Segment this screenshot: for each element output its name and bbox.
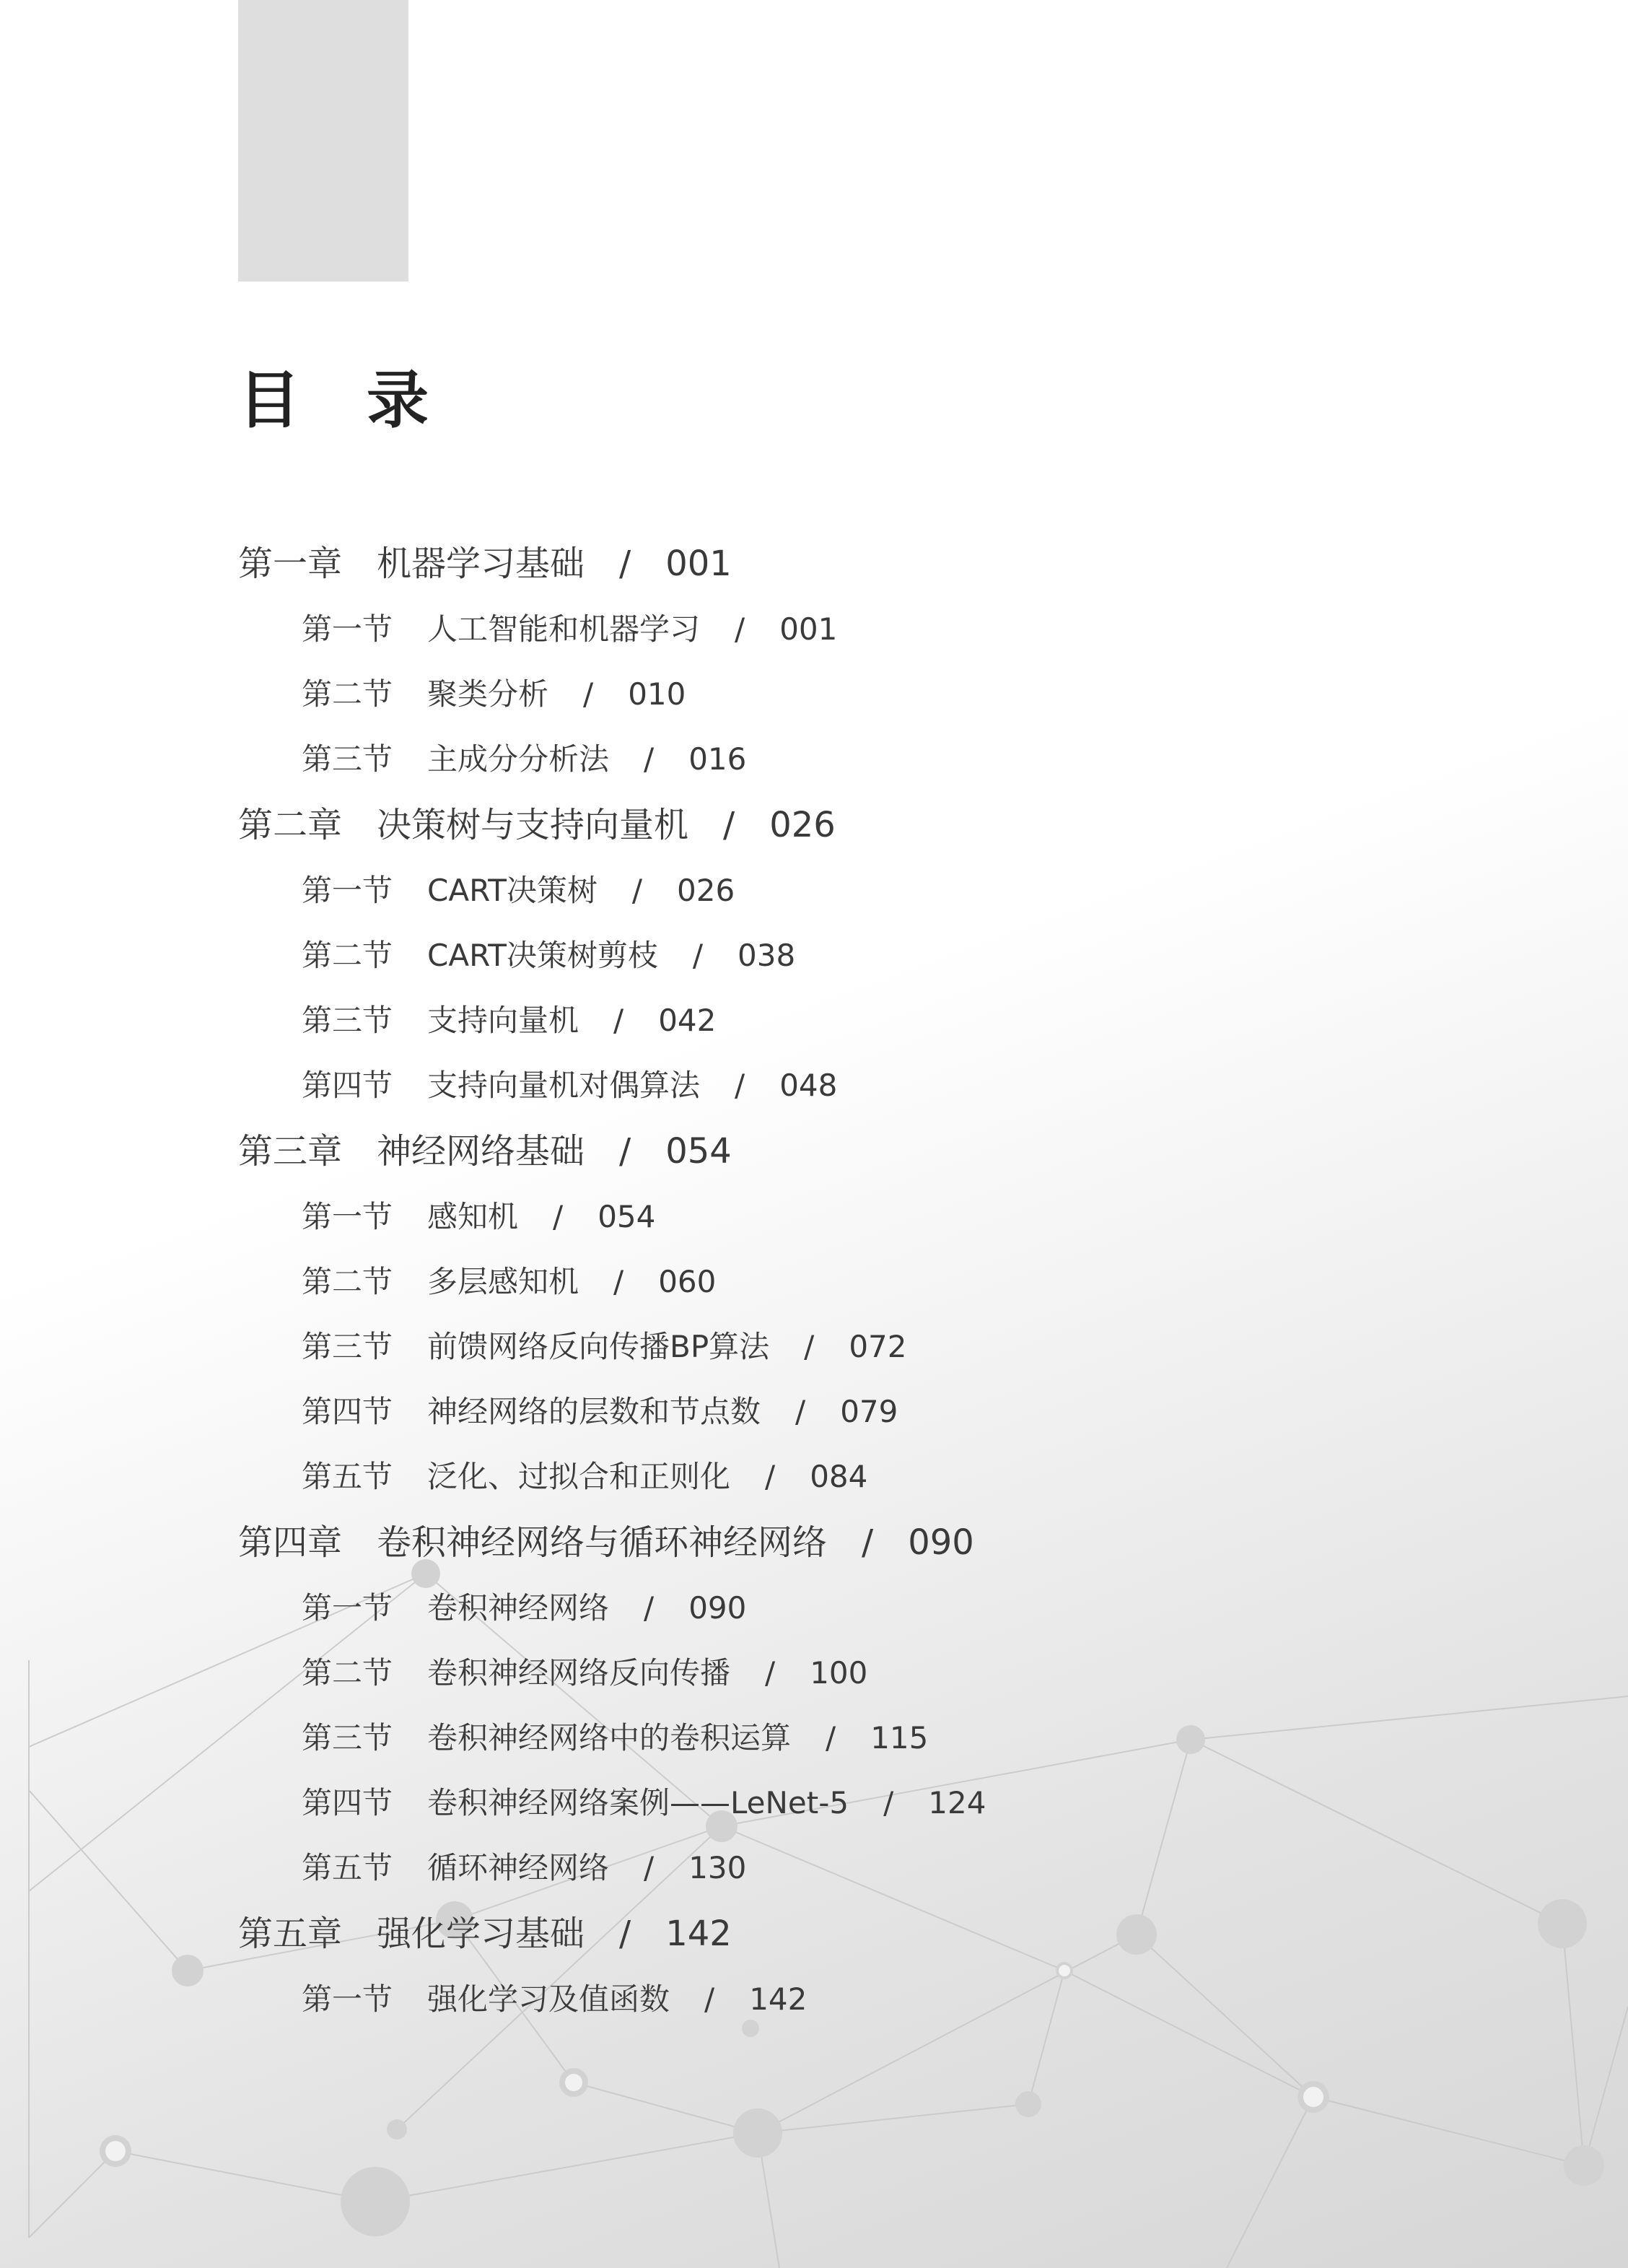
toc-entry-page-number: 124 xyxy=(928,1785,986,1820)
toc-entry-title: 神经网络基础 xyxy=(377,1131,585,1172)
toc-entry-separator: / xyxy=(644,1590,655,1626)
toc-entry-separator: / xyxy=(795,1394,806,1429)
toc-entry-separator: / xyxy=(644,1850,655,1885)
toc-entry-title: 神经网络的层数和节点数 xyxy=(427,1394,761,1429)
toc-entry-page-number: 130 xyxy=(688,1850,747,1885)
toc-section-entry xyxy=(238,727,1465,792)
page-title-char-1: 目 xyxy=(238,365,300,437)
toc-entry-title: 卷积神经网络 xyxy=(427,1590,610,1626)
toc-entry-separator: / xyxy=(804,1329,815,1364)
toc-entry-label: 第二节 xyxy=(302,1655,393,1691)
toc-entry-label: 第三节 xyxy=(302,1329,393,1364)
toc-entry-title: 决策树与支持向量机 xyxy=(377,805,689,845)
toc-entry-separator: / xyxy=(619,1914,631,1954)
toc-entry-separator: / xyxy=(735,1068,745,1103)
toc-section-entry xyxy=(238,1967,1465,2032)
toc-section-entry xyxy=(238,662,1465,727)
table-of-contents xyxy=(238,531,1465,2032)
corner-decor-block xyxy=(238,0,408,282)
toc-section-entry xyxy=(238,988,1465,1053)
toc-entry-separator: / xyxy=(553,1199,564,1234)
toc-entry-label: 第四节 xyxy=(302,1394,393,1429)
toc-entry-page-number: 060 xyxy=(658,1264,717,1299)
toc-entry-title: 机器学习基础 xyxy=(377,544,585,584)
toc-entry-page-number: 054 xyxy=(665,1131,732,1172)
toc-entry-title: 主成分分析法 xyxy=(427,741,610,777)
toc-entry-title: 卷积神经网络中的卷积运算 xyxy=(427,1720,792,1755)
toc-entry-page-number: 001 xyxy=(779,611,838,647)
toc-section-entry xyxy=(238,1771,1465,1836)
toc-entry-page-number: 115 xyxy=(870,1720,929,1755)
toc-entry-label: 第一节 xyxy=(302,1199,393,1234)
toc-entry-page-number: 079 xyxy=(840,1394,898,1429)
toc-entry-page-number: 054 xyxy=(598,1199,656,1234)
toc-entry-title: 支持向量机 xyxy=(427,1003,579,1038)
toc-entry-separator: / xyxy=(619,544,631,584)
toc-section-entry xyxy=(238,1314,1465,1379)
toc-entry-page-number: 026 xyxy=(677,873,735,908)
toc-entry-separator: / xyxy=(692,938,704,973)
toc-section-entry xyxy=(238,1053,1465,1118)
toc-chapter-entry xyxy=(238,1509,1465,1576)
toc-entry-page-number: 048 xyxy=(779,1068,838,1103)
toc-entry-page-number: 016 xyxy=(688,741,747,777)
toc-entry-separator: / xyxy=(644,741,655,777)
toc-entry-label: 第二节 xyxy=(302,1264,393,1299)
toc-entry-title: 卷积神经网络与循环神经网络 xyxy=(377,1522,828,1563)
toc-entry-separator: / xyxy=(723,805,735,845)
toc-entry-label: 第四节 xyxy=(302,1785,393,1820)
toc-entry-page-number: 010 xyxy=(628,676,686,712)
toc-entry-label: 第一节 xyxy=(302,1981,393,2017)
toc-entry-page-number: 090 xyxy=(688,1590,747,1626)
toc-entry-title: 循环神经网络 xyxy=(427,1850,610,1885)
toc-chapter-entry xyxy=(238,1901,1465,1967)
toc-entry-separator: / xyxy=(613,1003,624,1038)
toc-chapter-entry xyxy=(238,1118,1465,1185)
toc-entry-separator: / xyxy=(613,1264,624,1299)
toc-entry-separator: / xyxy=(883,1785,894,1820)
toc-entry-page-number: 072 xyxy=(849,1329,907,1364)
toc-entry-label: 第三节 xyxy=(302,1720,393,1755)
toc-section-entry xyxy=(238,1249,1465,1314)
toc-entry-separator: / xyxy=(826,1720,836,1755)
toc-entry-separator: / xyxy=(631,873,643,908)
toc-entry-label: 第五节 xyxy=(302,1459,393,1494)
toc-entry-page-number: 026 xyxy=(769,805,836,845)
toc-section-entry xyxy=(238,1444,1465,1509)
toc-entry-label: 第五章 xyxy=(238,1914,343,1954)
toc-entry-page-number: 042 xyxy=(658,1003,717,1038)
page-title-char-2: 录 xyxy=(367,365,429,437)
toc-entry-label: 第二节 xyxy=(302,676,393,712)
toc-entry-title: 人工智能和机器学习 xyxy=(427,611,701,647)
toc-entry-page-number: 142 xyxy=(749,1981,808,2017)
toc-entry-title: 感知机 xyxy=(427,1199,519,1234)
toc-entry-title: 前馈网络反向传播BP算法 xyxy=(427,1329,770,1364)
toc-entry-label: 第二章 xyxy=(238,805,343,845)
toc-entry-separator: / xyxy=(583,676,594,712)
toc-entry-separator: / xyxy=(704,1981,715,2017)
toc-entry-label: 第一章 xyxy=(238,544,343,584)
toc-entry-title: 强化学习基础 xyxy=(377,1914,585,1954)
toc-entry-label: 第一节 xyxy=(302,1590,393,1626)
toc-entry-page-number: 001 xyxy=(665,544,732,584)
toc-entry-title: 卷积神经网络反向传播 xyxy=(427,1655,731,1691)
toc-entry-label: 第二节 xyxy=(302,938,393,973)
toc-entry-label: 第四节 xyxy=(302,1068,393,1103)
toc-chapter-entry xyxy=(238,792,1465,858)
toc-entry-label: 第一节 xyxy=(302,611,393,647)
toc-entry-title: CART决策树 xyxy=(427,873,598,908)
toc-entry-page-number: 100 xyxy=(810,1655,868,1691)
toc-entry-title: 卷积神经网络案例——LeNet-5 xyxy=(427,1785,849,1820)
toc-section-entry xyxy=(238,1576,1465,1641)
toc-entry-label: 第四章 xyxy=(238,1522,343,1563)
toc-entry-page-number: 142 xyxy=(665,1914,732,1954)
toc-section-entry xyxy=(238,858,1465,923)
page-title xyxy=(238,361,429,440)
toc-entry-page-number: 090 xyxy=(908,1522,974,1563)
toc-entry-label: 第三节 xyxy=(302,1003,393,1038)
toc-entry-label: 第一节 xyxy=(302,873,393,908)
toc-section-entry xyxy=(238,1379,1465,1444)
toc-entry-title: 多层感知机 xyxy=(427,1264,579,1299)
toc-entry-label: 第五节 xyxy=(302,1850,393,1885)
toc-entry-page-number: 038 xyxy=(738,938,796,973)
toc-entry-label: 第三章 xyxy=(238,1131,343,1172)
toc-entry-title: CART决策树剪枝 xyxy=(427,938,658,973)
toc-section-entry xyxy=(238,1641,1465,1706)
toc-entry-page-number: 084 xyxy=(810,1459,868,1494)
toc-entry-title: 泛化、过拟合和正则化 xyxy=(427,1459,731,1494)
toc-section-entry xyxy=(238,1706,1465,1771)
toc-entry-separator: / xyxy=(765,1459,776,1494)
toc-chapter-entry xyxy=(238,531,1465,597)
toc-entry-title: 强化学习及值函数 xyxy=(427,1981,670,2017)
toc-section-entry xyxy=(238,597,1465,662)
toc-entry-separator: / xyxy=(619,1131,631,1172)
toc-entry-separator: / xyxy=(765,1655,776,1691)
toc-entry-separator: / xyxy=(735,611,745,647)
toc-entry-label: 第三节 xyxy=(302,741,393,777)
toc-section-entry xyxy=(238,1185,1465,1249)
toc-section-entry xyxy=(238,923,1465,988)
toc-entry-separator: / xyxy=(862,1522,874,1563)
toc-entry-title: 聚类分析 xyxy=(427,676,549,712)
toc-section-entry xyxy=(238,1836,1465,1901)
toc-entry-title: 支持向量机对偶算法 xyxy=(427,1068,701,1103)
